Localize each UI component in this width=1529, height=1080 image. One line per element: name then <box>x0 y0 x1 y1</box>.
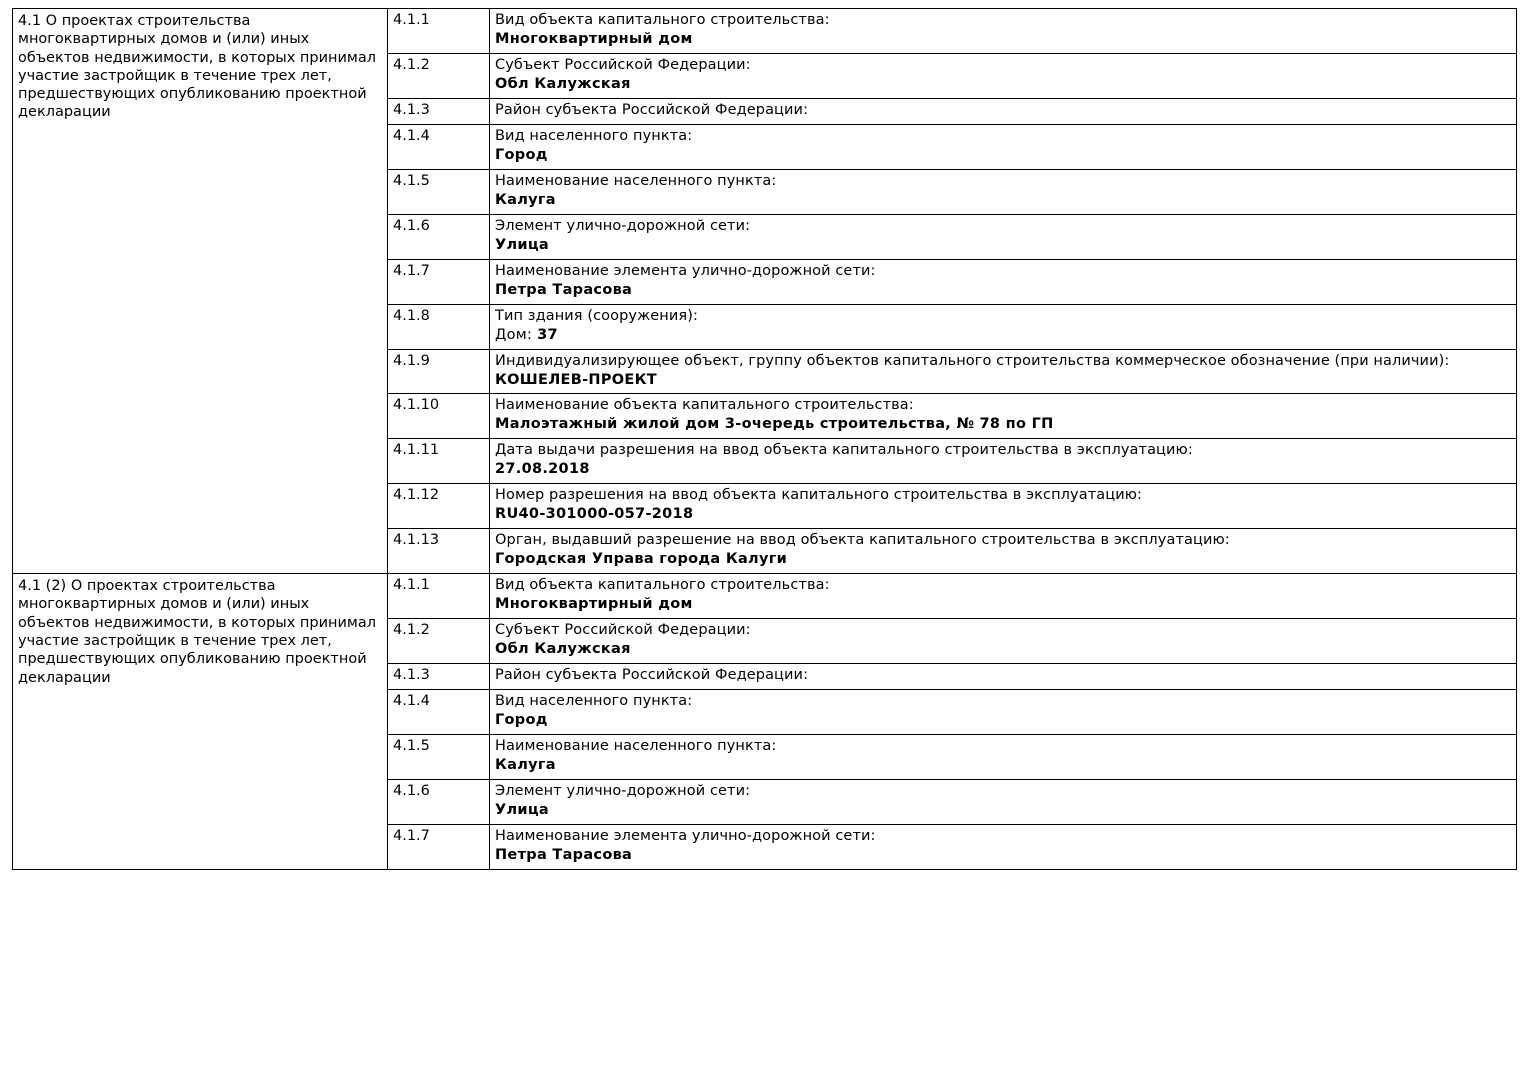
row-value-cell <box>490 439 1517 484</box>
row-value-cell <box>490 690 1517 735</box>
row-value-cell <box>490 349 1517 394</box>
row-value: КОШЕЛЕВ-ПРОЕКТ <box>495 371 657 388</box>
row-value-cell <box>490 9 1517 54</box>
row-label: Вид объекта капитального строительства: <box>495 12 830 28</box>
row-number: 4.1.10 <box>388 394 490 439</box>
row-number: 4.1.4 <box>388 690 490 735</box>
row-label: Номер разрешения на ввод объекта капитального строительства в эксплуатацию: <box>495 487 1143 504</box>
row-value-cell <box>490 394 1517 439</box>
row-value-cell <box>490 214 1517 259</box>
row-label: Наименование элемента улично-дорожной сети: <box>495 827 876 844</box>
row-value-cell <box>490 124 1517 169</box>
row-value: Калуга <box>495 756 556 773</box>
row-value: Многоквартирный дом <box>495 596 693 613</box>
row-value-prefix: Дом: <box>495 326 538 343</box>
row-value-cell <box>490 259 1517 304</box>
row-value: Улица <box>495 236 549 253</box>
row-value-cell <box>490 779 1517 824</box>
row-label: Элемент улично-дорожной сети: <box>495 782 751 799</box>
row-value-cell <box>490 824 1517 869</box>
row-number: 4.1.1 <box>388 574 490 619</box>
row-value-cell <box>490 484 1517 529</box>
row-number: 4.1.2 <box>388 53 490 98</box>
row-number: 4.1.1 <box>388 9 490 54</box>
row-label: Вид населенного пункта: <box>495 693 693 710</box>
row-value: Обл Калужская <box>495 75 631 92</box>
row-value: Город <box>495 146 548 163</box>
row-value-cell <box>490 619 1517 664</box>
row-label: Наименование населенного пункта: <box>495 172 777 189</box>
row-label: Орган, выдавший разрешение на ввод объекта капитального строительства в эксплуатацию: <box>495 532 1230 549</box>
section-title: 4.1 О проектах строительства многоквартирных домов и (или) иных объектов недвижимости, в которых принимал участие застройщик в течение трех лет, предшествующих опубликованию проектной декларации <box>18 13 377 121</box>
row-value: Петра Тарасова <box>495 846 633 863</box>
row-number: 4.1.12 <box>388 484 490 529</box>
declaration-table <box>12 8 1517 870</box>
section-title: 4.1 (2) О проектах строительства многоквартирных домов и (или) иных объектов недвижимости, в которых принимал участие застройщик в течение трех лет, предшествующих опубликованию проектной декларации <box>18 578 377 686</box>
row-value: Город <box>495 712 548 729</box>
row-value <box>495 327 1511 345</box>
row-label: Вид объекта капитального строительства: <box>495 577 830 594</box>
row-label: Индивидуализирующее объект, группу объектов капитального строительства коммерческое обозначение (при наличии): <box>495 352 1450 369</box>
row-number: 4.1.8 <box>388 304 490 349</box>
row-label: Наименование объекта капитального строительства: <box>495 397 914 414</box>
row-number: 4.1.5 <box>388 735 490 780</box>
row-number: 4.1.4 <box>388 124 490 169</box>
row-value-cell <box>490 735 1517 780</box>
row-number: 4.1.3 <box>388 664 490 690</box>
row-number: 4.1.7 <box>388 259 490 304</box>
row-value: RU40-301000-057-2018 <box>495 506 694 523</box>
row-number: 4.1.6 <box>388 779 490 824</box>
row-value-cell <box>490 664 1517 690</box>
row-value-cell <box>490 53 1517 98</box>
row-value: Улица <box>495 801 549 818</box>
row-number: 4.1.2 <box>388 619 490 664</box>
row-label: Тип здания (сооружения): <box>495 307 698 324</box>
row-number: 4.1.5 <box>388 169 490 214</box>
row-label: Вид населенного пункта: <box>495 127 693 144</box>
row-number: 4.1.13 <box>388 529 490 574</box>
row-label: Субъект Российской Федерации: <box>495 56 751 73</box>
row-label: Дата выдачи разрешения на ввод объекта капитального строительства в эксплуатацию: <box>495 442 1193 459</box>
row-number: 4.1.7 <box>388 824 490 869</box>
row-value: Обл Калужская <box>495 641 631 658</box>
row-label: Элемент улично-дорожной сети: <box>495 217 751 234</box>
table-row <box>13 574 1517 619</box>
row-number: 4.1.3 <box>388 98 490 124</box>
row-value: Петра Тарасова <box>495 281 633 298</box>
section-title-cell <box>13 9 388 574</box>
row-value-cell <box>490 574 1517 619</box>
row-number: 4.1.6 <box>388 214 490 259</box>
table-row <box>13 9 1517 54</box>
row-label: Район субъекта Российской Федерации: <box>495 667 809 684</box>
row-label: Субъект Российской Федерации: <box>495 622 751 639</box>
row-value: Калуга <box>495 191 556 208</box>
row-label: Наименование элемента улично-дорожной сети: <box>495 262 876 279</box>
row-value: Городская Управа города Калуги <box>495 551 788 568</box>
section-title-cell <box>13 574 388 870</box>
row-value: 27.08.2018 <box>495 461 590 478</box>
row-value-cell <box>490 529 1517 574</box>
row-value: Малоэтажный жилой дом 3-очередь строительства, № 78 по ГП <box>495 416 1054 433</box>
row-number: 4.1.11 <box>388 439 490 484</box>
row-value-cell <box>490 169 1517 214</box>
row-label: Наименование населенного пункта: <box>495 738 777 754</box>
row-value: Многоквартирный дом <box>495 30 693 47</box>
row-label: Район субъекта Российской Федерации: <box>495 101 809 118</box>
row-value-number: 37 <box>537 326 558 343</box>
row-value-cell <box>490 98 1517 124</box>
row-value-cell <box>490 304 1517 349</box>
row-number: 4.1.9 <box>388 349 490 394</box>
